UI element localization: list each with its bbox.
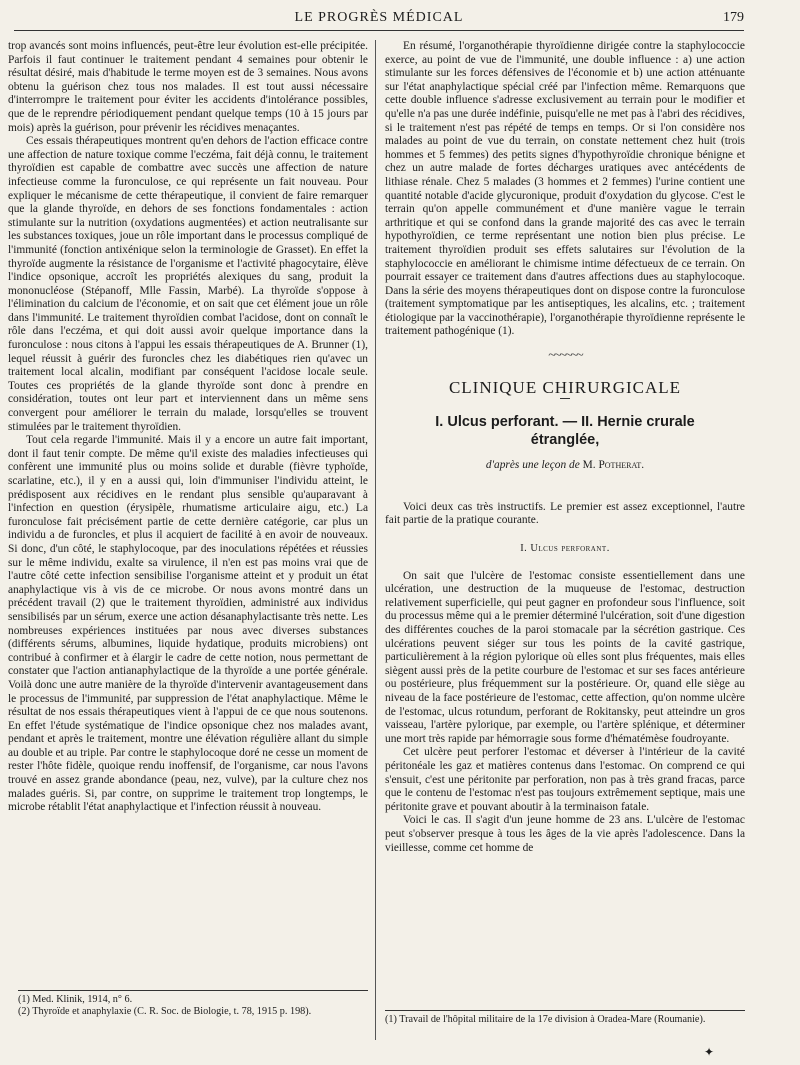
byline-author: M. Potherat. (582, 459, 645, 472)
byline (385, 459, 745, 473)
right-paragraph-1: En résumé, l'organothérapie thyroïdienne dirigée contre la staphylococcie exerce, au point de vue de l'immunité, une double influence : a) une action stimulante sur les forces défensives de l'économie et b) une action atténuante sur l'état anaphylactique spécial créé par l'infection même. Remarquons que cette double influence s'adresse exclusivement au terrain pour le modifier et qu'elle n'a pas une durée indéfinie, puisqu'elle ne met pas à l'abri des récidives, si le traitement n'est pas répété de temps en temps. Or si l'on considère nos malades au point de vue du terrain, on constate nettement chez huit (trois hommes et 5 femmes) des petits signes d'hypothyroïdie chronique bénigne et chez un autre malade de fortes décharges uratiques avec antécédents de lithiase rénale. Chez 5 malades (3 hommes et 2 femmes) l'urine contient une quantité notable d'acide glycuronique, produit d'oxydation du glycose. C'est le terrain qu'on appelle communément et d'une manière vague le terrain arthritique et qui se confond dans la grande majorité des cas avec le terrain hypothyroïdien, ce terme représentant une notion bien plus précise. Le traitement thyroïdien produit ses effets salutaires sur l'évolution de la staphylococcie en améliorant le chimisme intime défectueux de ce terrain. On pourrait essayer ce traitement dans d'autres affections dues au staphylocoque. Dans la série des moyens thérapeutiques dont on dispose contre la furonculose (traitement symptomatique par les antiseptiques, les alcalins, etc. ; traitement étiologique par la vaccinothérapie), l'organothérapie thyroïdienne représente le traitement pathogénique (1). (385, 40, 745, 338)
left-column (8, 40, 368, 815)
article-title-line-1: I. Ulcus perforant. — II. Hernie crurale (435, 414, 695, 431)
section-rule (560, 398, 570, 399)
article-title-line-2: étranglée, (530, 432, 600, 449)
right-column (385, 40, 745, 855)
article-title (385, 413, 745, 449)
footnote-2: (2) Thyroïde et anaphylaxie (C. R. Soc. de Biologie, t. 78, 1915 p. 198). (18, 1006, 312, 1017)
intro-paragraph: Voici deux cas très instructifs. Le premier est assez exceptionnel, l'autre fait partie de la pratique courante. (385, 500, 745, 527)
body-paragraph-3: Voici le cas. Il s'agit d'un jeune homme de 23 ans. L'ulcère de l'estomac peut s'observer presque à tous les âges de la vie après l'adolescence. Dans la vieillesse, comme cet homme de (385, 814, 745, 854)
right-footnotes (385, 1010, 745, 1026)
page-number: 179 (723, 10, 744, 25)
ornament-icon: ✦ (704, 1045, 715, 1059)
left-paragraph-3: Tout cela regarde l'immunité. Mais il y a encore un autre fait important, dont il faut tenir compte. De même qu'il existe des maladies infectieuses qui confèrent une immunité plus ou moins solide et durable (fièvre typhoïde, scarlatine, etc.), il y en a aussi qui, loin d'immuniser l'individu atteint, le prédisposent aux récidives en le rendant plus sensible qu'auparavant à l'infection en question (érysipèle, rhumatisme articulaire aigu, etc.) La furonculose fait précisément partie de cette dernière catégorie, car plus un individu a de furoncles, et plus il acquiert de facilité à en avoir de nouveaux. Si donc, d'un côté, le staphylocoque, par des inoculations répétées et réussies sur le même individu, exalte sa virulence, il n'en est pas moins vrai que de l'autre côté cette infection sensibilise l'organisme atteint et y produit un état anaphylactique vis à vis de ce microbe. Or nous avons montré dans un précédent travail (2) que le traitement thyroïdien, administré aux individus sensibilisés par un sérum, exerce une action désanaphylactisante très nette. Les nombreuses expériences instituées par nous avec diverses substances (différents sérums, albumines, liquide hydatique, produits microbiens) ont contribué à confirmer et à élargir le cadre de cette notion, nous permettant de constater que l'action antianaphylactique de la thyroïde a une portée générale. Voilà donc une autre manière de la thyroïde d'intervenir avantageusement dans le processus de l'immunité, par suppression de l'état anaphylactique. Même le résultat de nos essais thérapeutiques vient à l'appui de ce que nous soutenons. En effet l'étude systématique de l'indice opsonique chez nos malades avant, pendant et après le traitement, montre une élévation régulière allant du simple au double et au triple. Par contre le staphylocoque doré ne cesse un moment de rester l'hôte fidèle, quoique rendu inoffensif, de l'organisme, car nous l'avons trouvé en assez grande abondance (peau, nez, vulve), par la culture chez nos malades guéris. Si, par contre, on supprime le traitement trop longtemps, le microbe rétablit l'état anaphylactique et l'infection réussit à nouveau. (8, 434, 368, 814)
body-paragraph-2: Cet ulcère peut perforer l'estomac et déverser à l'intérieur de la cavité péritonéale les gaz et matières contenus dans l'estomac. On comprend ce qui s'ensuit, c'est une péritonite par perforation, non pas à très grand fracas, parce que le contenu de l'estomac n'est pas toujours extrêmement septique, mais une péritonite grave et pouvant aboutir à la terminaison fatale. (385, 746, 745, 813)
left-footnotes (18, 990, 368, 1018)
journal-title: LE PROGRÈS MÉDICAL (294, 10, 464, 25)
footnote-1: (1) Med. Klinik, 1914, n° 6. (18, 994, 133, 1005)
left-paragraph-1: trop avancés sont moins influencés, peut-être leur évolution est-elle précipitée. Parfois il faut continuer le traitement pendant 4 semaines pour obtenir le résultat désiré, mais d'habitude le terme moyen est de 3 semaines. Nous avons obtenu la guérison chez tous nos malades. Il est tout aussi nécessaire d'interrompre le traitement pour éviter les accidents d'intolérance possibles, que de le reprendre périodiquement pendant quelque temps (10 à 15 jours par mois) après la guérison, pour prévenir les récidives menaçantes. (8, 40, 368, 134)
body-paragraph-1: On sait que l'ulcère de l'estomac consiste essentiellement dans une ulcération, une destruction de la muqueuse de l'estomac, destruction relativement superficielle, qui peut gagner en profondeur sous l'influence, soit du processus même qui a le premier déterminé l'ulcération, soit d'une digestion des différentes couches de la paroi stomacale par la sécrétion gastrique. Ces ulcérations peuvent siéger sur tous les points de la cavité gastrique, particulièrement à la région pylorique où elles sont plus fréquentes, mais elles siègent aussi près de la petite courbure de l'estomac et sur ses faces antérieure ou postérieure, plus fréquemment sur la postérieure. Or, quand elle siège au niveau de la face postérieure de l'estomac, cette affection, qu'on nomme ulcère de l'estomac, ulcus rotundum, perforant de Rokitansky, peut atteindre un gros vaisseau, l'artère pylorique, par exemple, ou l'artère splénique, et déterminer une mort très rapide par hémorragie sous forme d'hématémèse foudroyante. (385, 569, 745, 745)
running-header (14, 6, 744, 31)
subheading: I. Ulcus perforant. (520, 543, 610, 555)
ornament-swash: ~~~~~~ (548, 348, 582, 364)
byline-prefix: d'après une leçon de (485, 459, 580, 472)
left-paragraph-2: Ces essais thérapeutiques montrent qu'en dehors de l'action efficace contre une affection de nature toxique comme l'eczéma, fait déjà connu, le traitement thyroïdien est capable de combattre avec succès une affection de nature infectieuse comme la furonculose, ce qui représente un fait nouveau. Pour expliquer le mécanisme de cette thérapeutique, il convient de faire remarquer que la glande thyroïde, en dehors de ses fonctions fondamentales : action stimulante sur la nutrition (oxydations augmentées) et action neutralisante sur les substances toxiques, joue un rôle important dans le processus compliqué de l'immunité (fonction antixénique selon la terminologie de Grasset). En effet la thyroïde augmente la résistance de l'organisme et l'activité phagocytaire, élève l'indice opsonique, accroît les propriétés alexiques du sang, produit la mononucléose (Stépanoff, Mlle Fassin, Marbé). La thyroïde s'oppose à l'élimination du calcium de l'économie, et on sait que cet élément joue un rôle dans l'immunité. Le traitement thyroïdien combat l'acidose, dont on connaît le rôle dans l'eczéma, et qui doit aussi avoir quelque importance dans la furonculose : nous citons à l'appui les essais thérapeutiques de A. Brunner (1), lequel réussit à guérir des furoncles chez les diabétiques rien qu'avec un traitement local alcalin, modifiant par conséquent l'acidose locale seule. Toutes ces propriétés de la glande thyroïde sont donc à prendre en considération, toutes ont leur part et interviennent dans un même sens convergent pour améliorer le terrain du malade, lorsqu'elles se trouvent stimulées par le traitement thyroïdien. (8, 135, 368, 433)
footnote-right-1: (1) Travail de l'hôpital militaire de la 17e division à Oradea-Mare (Roumanie). (385, 1014, 706, 1025)
column-divider (375, 40, 376, 1040)
section-heading: CLINIQUE CHIRURGICALE (448, 377, 682, 397)
